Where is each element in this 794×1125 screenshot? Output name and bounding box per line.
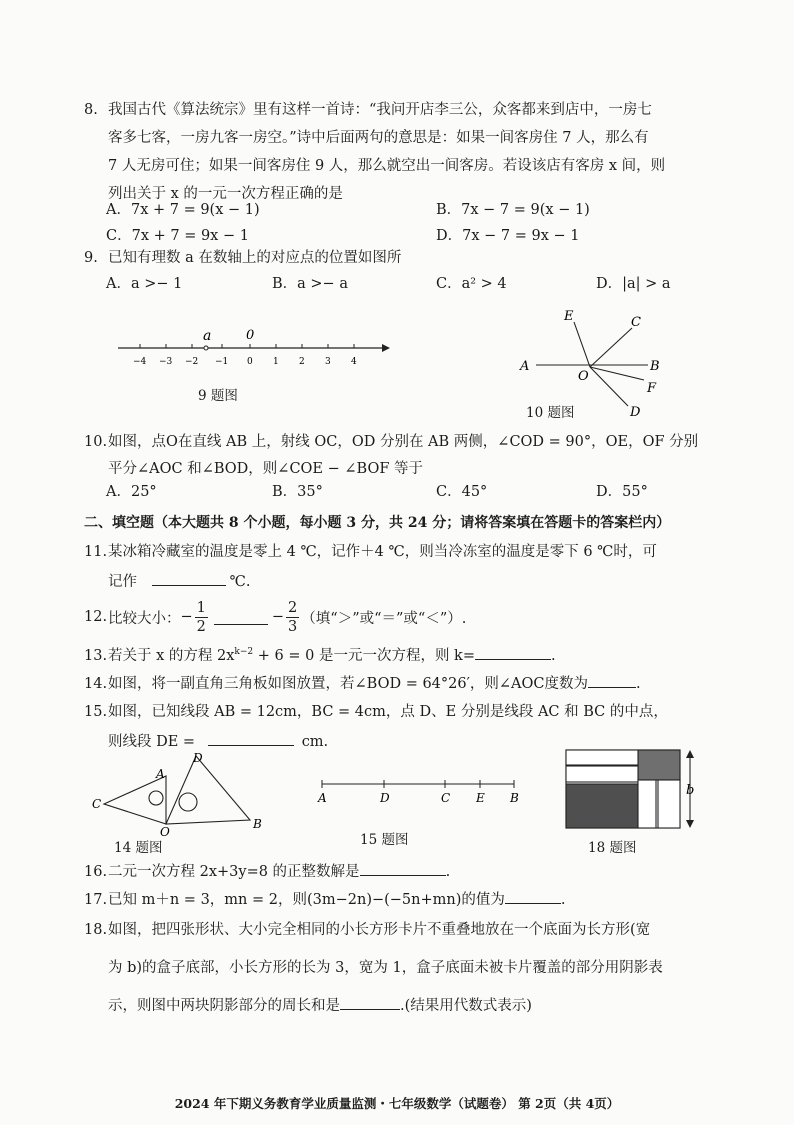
q9-option-a: A．a >− 1 <box>106 276 183 292</box>
tick-label: 1 <box>273 357 279 367</box>
q8-option-d: D．7x − 7 = 9x − 1 <box>436 228 580 244</box>
frac2-sign: − <box>271 609 285 625</box>
question-10 <box>84 430 714 481</box>
page-footer: 2024 年下期义务教育学业质量监测・七年级数学（试题卷） 第 2页（共 4页） <box>174 1096 620 1111</box>
box-cards-figure <box>562 748 702 832</box>
board-hole <box>149 791 163 805</box>
fig10-caption: 10 题图 <box>526 405 575 421</box>
q9-option-c: C．a² > 4 <box>436 276 507 292</box>
label-e: E <box>564 309 574 324</box>
card <box>566 766 638 782</box>
question-11 <box>84 540 657 561</box>
tick-label: −1 <box>215 357 229 367</box>
section-title: 二、填空题（本大题共 8 个小题，每小题 3 分，共 24 分；请将答案填在答题卡的答案栏内） <box>84 515 671 531</box>
q12-suffix: （填“＞”或“＝”或“＜”）. <box>301 610 467 627</box>
q12-prefix: 比较大小： <box>108 610 181 627</box>
q16-end: . <box>445 864 451 880</box>
q11-line2a: 记作 <box>108 574 137 590</box>
ray-of <box>590 367 644 380</box>
frac1-numerator: 1 <box>196 599 206 616</box>
shaded-region-top <box>638 750 680 780</box>
q18-line3b: .(结果用代数式表示) <box>400 998 532 1014</box>
q11-line1: 某冰箱冷藏室的温度是零上 4 ℃，记作＋4 ℃，则当冷冻室的温度是零下 6 ℃时，可 <box>108 544 657 560</box>
fraction-1 <box>195 599 208 636</box>
width-label-b: b <box>686 783 695 798</box>
q9-stem: 已知有理数 a 在数轴上的对应点的位置如图所 <box>108 250 402 266</box>
question-12 <box>84 594 466 640</box>
tick-label: 3 <box>325 357 331 367</box>
answer-blank <box>505 889 561 904</box>
fig18-caption: 18 题图 <box>588 840 637 856</box>
tick-label: −4 <box>133 357 147 367</box>
q13-before: 若关于 x 的方程 2x <box>108 648 235 664</box>
question-15 <box>84 700 668 721</box>
tick-label: 2 <box>299 357 305 367</box>
q15-line2b: cm. <box>301 734 329 750</box>
triangle-aco <box>104 776 166 824</box>
q10-option-d: D．55° <box>596 484 648 500</box>
question-number: 10. <box>84 434 108 450</box>
question-number: 15. <box>84 704 108 720</box>
label-o: O <box>578 369 589 384</box>
label-b: B <box>510 791 519 805</box>
answer-blank <box>475 645 551 660</box>
q17-end: . <box>560 892 566 908</box>
q13-exponent: k−2 <box>234 647 254 658</box>
tick-label: 4 <box>351 357 357 367</box>
q18-line2: 为 b)的盒子底部，小长方形的长为 3，宽为 1，盒子底面未被卡片覆盖的部分用阴影表 <box>108 960 663 976</box>
q9-option-b: B．a >− a <box>272 276 348 292</box>
q11-line2b: ℃. <box>229 574 251 590</box>
label-o: O <box>160 825 170 838</box>
shaded-region-bottom <box>566 784 638 828</box>
label-f: F <box>647 381 657 396</box>
question-14 <box>84 672 641 693</box>
q16-text: 二元一次方程 2x+3y=8 的正整数解是 <box>108 864 360 880</box>
tick-label: −3 <box>159 357 173 367</box>
question-17 <box>84 888 566 909</box>
question-number: 17. <box>84 892 108 908</box>
ray-od <box>590 367 628 406</box>
q15-line1: 如图，已知线段 AB = 12cm，BC = 4cm，点 D、E 分别是线段 AC 和 BC 的中点， <box>108 704 668 720</box>
question-number: 18. <box>84 922 108 938</box>
ray-oe <box>574 322 590 367</box>
q17-text: 已知 m＋n = 3，mn = 2，则(3m−2n)−(−5n+mn)的值为 <box>108 892 505 908</box>
question-number: 16. <box>84 864 108 880</box>
q18-line3a: 示，则图中两块阴影部分的周长和是 <box>108 998 340 1014</box>
q8-line4: 列出关于 x 的一元一次方程正确的是 <box>108 186 343 202</box>
point-a-label: a <box>203 328 212 344</box>
frac2-numerator: 2 <box>288 599 298 616</box>
question-16 <box>84 860 450 881</box>
question-number: 12. <box>84 609 108 625</box>
answer-blank <box>340 995 400 1010</box>
label-d: D <box>193 751 203 765</box>
question-number: 14. <box>84 676 108 692</box>
answer-blank <box>208 731 294 746</box>
axis-arrow-icon <box>382 344 390 352</box>
q10-option-a: A．25° <box>106 484 157 500</box>
q11-line2 <box>108 570 250 591</box>
fig9-caption: 9 题图 <box>198 388 238 404</box>
question-18 <box>84 918 650 939</box>
q10-option-b: B．35° <box>272 484 323 500</box>
question-9 <box>84 246 401 267</box>
q14-text: 如图，将一副直角三角板如图放置，若∠BOD = 64°26′，则∠AOC度数为 <box>108 676 588 692</box>
question-number: 11. <box>84 544 108 560</box>
board-hole <box>179 793 197 811</box>
arrow-down-icon <box>686 820 694 828</box>
q8-option-c: C．7x + 7 = 9x − 1 <box>106 228 249 244</box>
q10-line2: 平分∠AOC 和∠BOD，则∠COE − ∠BOF 等于 <box>108 461 424 477</box>
q8-line1: 我国古代《算法统宗》里有这样一首诗：“我问开店李三公，众客都来到店中，一房七 <box>108 102 652 118</box>
label-d: D <box>630 405 641 420</box>
triangle-dob <box>166 756 250 824</box>
q13-end: . <box>551 648 556 664</box>
question-number: 8. <box>84 102 98 118</box>
frac1-denominator: 2 <box>196 618 206 635</box>
q10-option-c: C．45° <box>436 484 488 500</box>
q13-after: + 6 = 0 是一元一次方程，则 k= <box>253 648 475 664</box>
question-8 <box>84 98 714 206</box>
q8-line2: 客多七客，一房九客一房空。”诗中后面两句的意思是：如果一间客房住 7 人，那么有 <box>108 130 649 146</box>
q18-line3 <box>108 994 532 1015</box>
q8-option-a: A．7x + 7 = 9(x − 1) <box>106 202 260 218</box>
card <box>566 750 638 765</box>
point-a <box>204 346 208 350</box>
fraction-2 <box>286 599 299 636</box>
answer-blank <box>152 571 226 586</box>
answer-blank <box>360 861 446 876</box>
q9-option-d: D．|a| > a <box>596 276 671 292</box>
q15-line2a: 则线段 DE = <box>108 734 196 750</box>
zero-label: 0 <box>246 328 255 343</box>
card <box>658 780 680 828</box>
label-c: C <box>92 797 102 811</box>
question-13 <box>84 644 556 665</box>
question-number: 9. <box>84 250 98 266</box>
ray-oc <box>590 328 632 367</box>
label-d: D <box>380 791 390 805</box>
q14-end: . <box>636 676 641 692</box>
tick-label: −2 <box>185 357 199 367</box>
label-b: B <box>650 359 660 374</box>
label-c: C <box>441 791 451 805</box>
q8-option-b: B．7x − 7 = 9(x − 1) <box>436 202 590 218</box>
q18-line1: 如图，把四张形状、大小完全相同的小长方形卡片不重叠地放在一个底面为长方形(宽 <box>108 922 651 938</box>
q10-line1: 如图，点O在直线 AB 上，射线 OC，OD 分别在 AB 两侧，∠COD = 90°，OE，OF 分别 <box>108 434 699 450</box>
label-a: A <box>318 791 327 805</box>
label-e: E <box>476 791 485 805</box>
label-c: C <box>631 315 641 330</box>
number-line-figure <box>112 322 392 372</box>
fig14-caption: 14 题图 <box>114 840 163 856</box>
answer-blank <box>214 610 268 625</box>
question-number: 13. <box>84 648 108 664</box>
frac2-denominator: 3 <box>288 618 298 635</box>
card <box>638 780 656 828</box>
q8-line3: 7 人无房可住；如果一间客房住 9 人，那么就空出一间客房。若设该店有客房 x 间，则 <box>108 158 666 174</box>
triangle-boards-figure <box>86 748 272 838</box>
fig15-caption: 15 题图 <box>360 832 409 848</box>
frac1-sign: − <box>180 609 193 625</box>
tick-label: 0 <box>247 357 253 367</box>
label-a: A <box>156 767 165 781</box>
arrow-up-icon <box>686 750 694 758</box>
answer-blank <box>588 673 636 688</box>
segment-figure <box>314 770 524 810</box>
label-a: A <box>520 359 530 374</box>
label-b: B <box>253 817 262 831</box>
